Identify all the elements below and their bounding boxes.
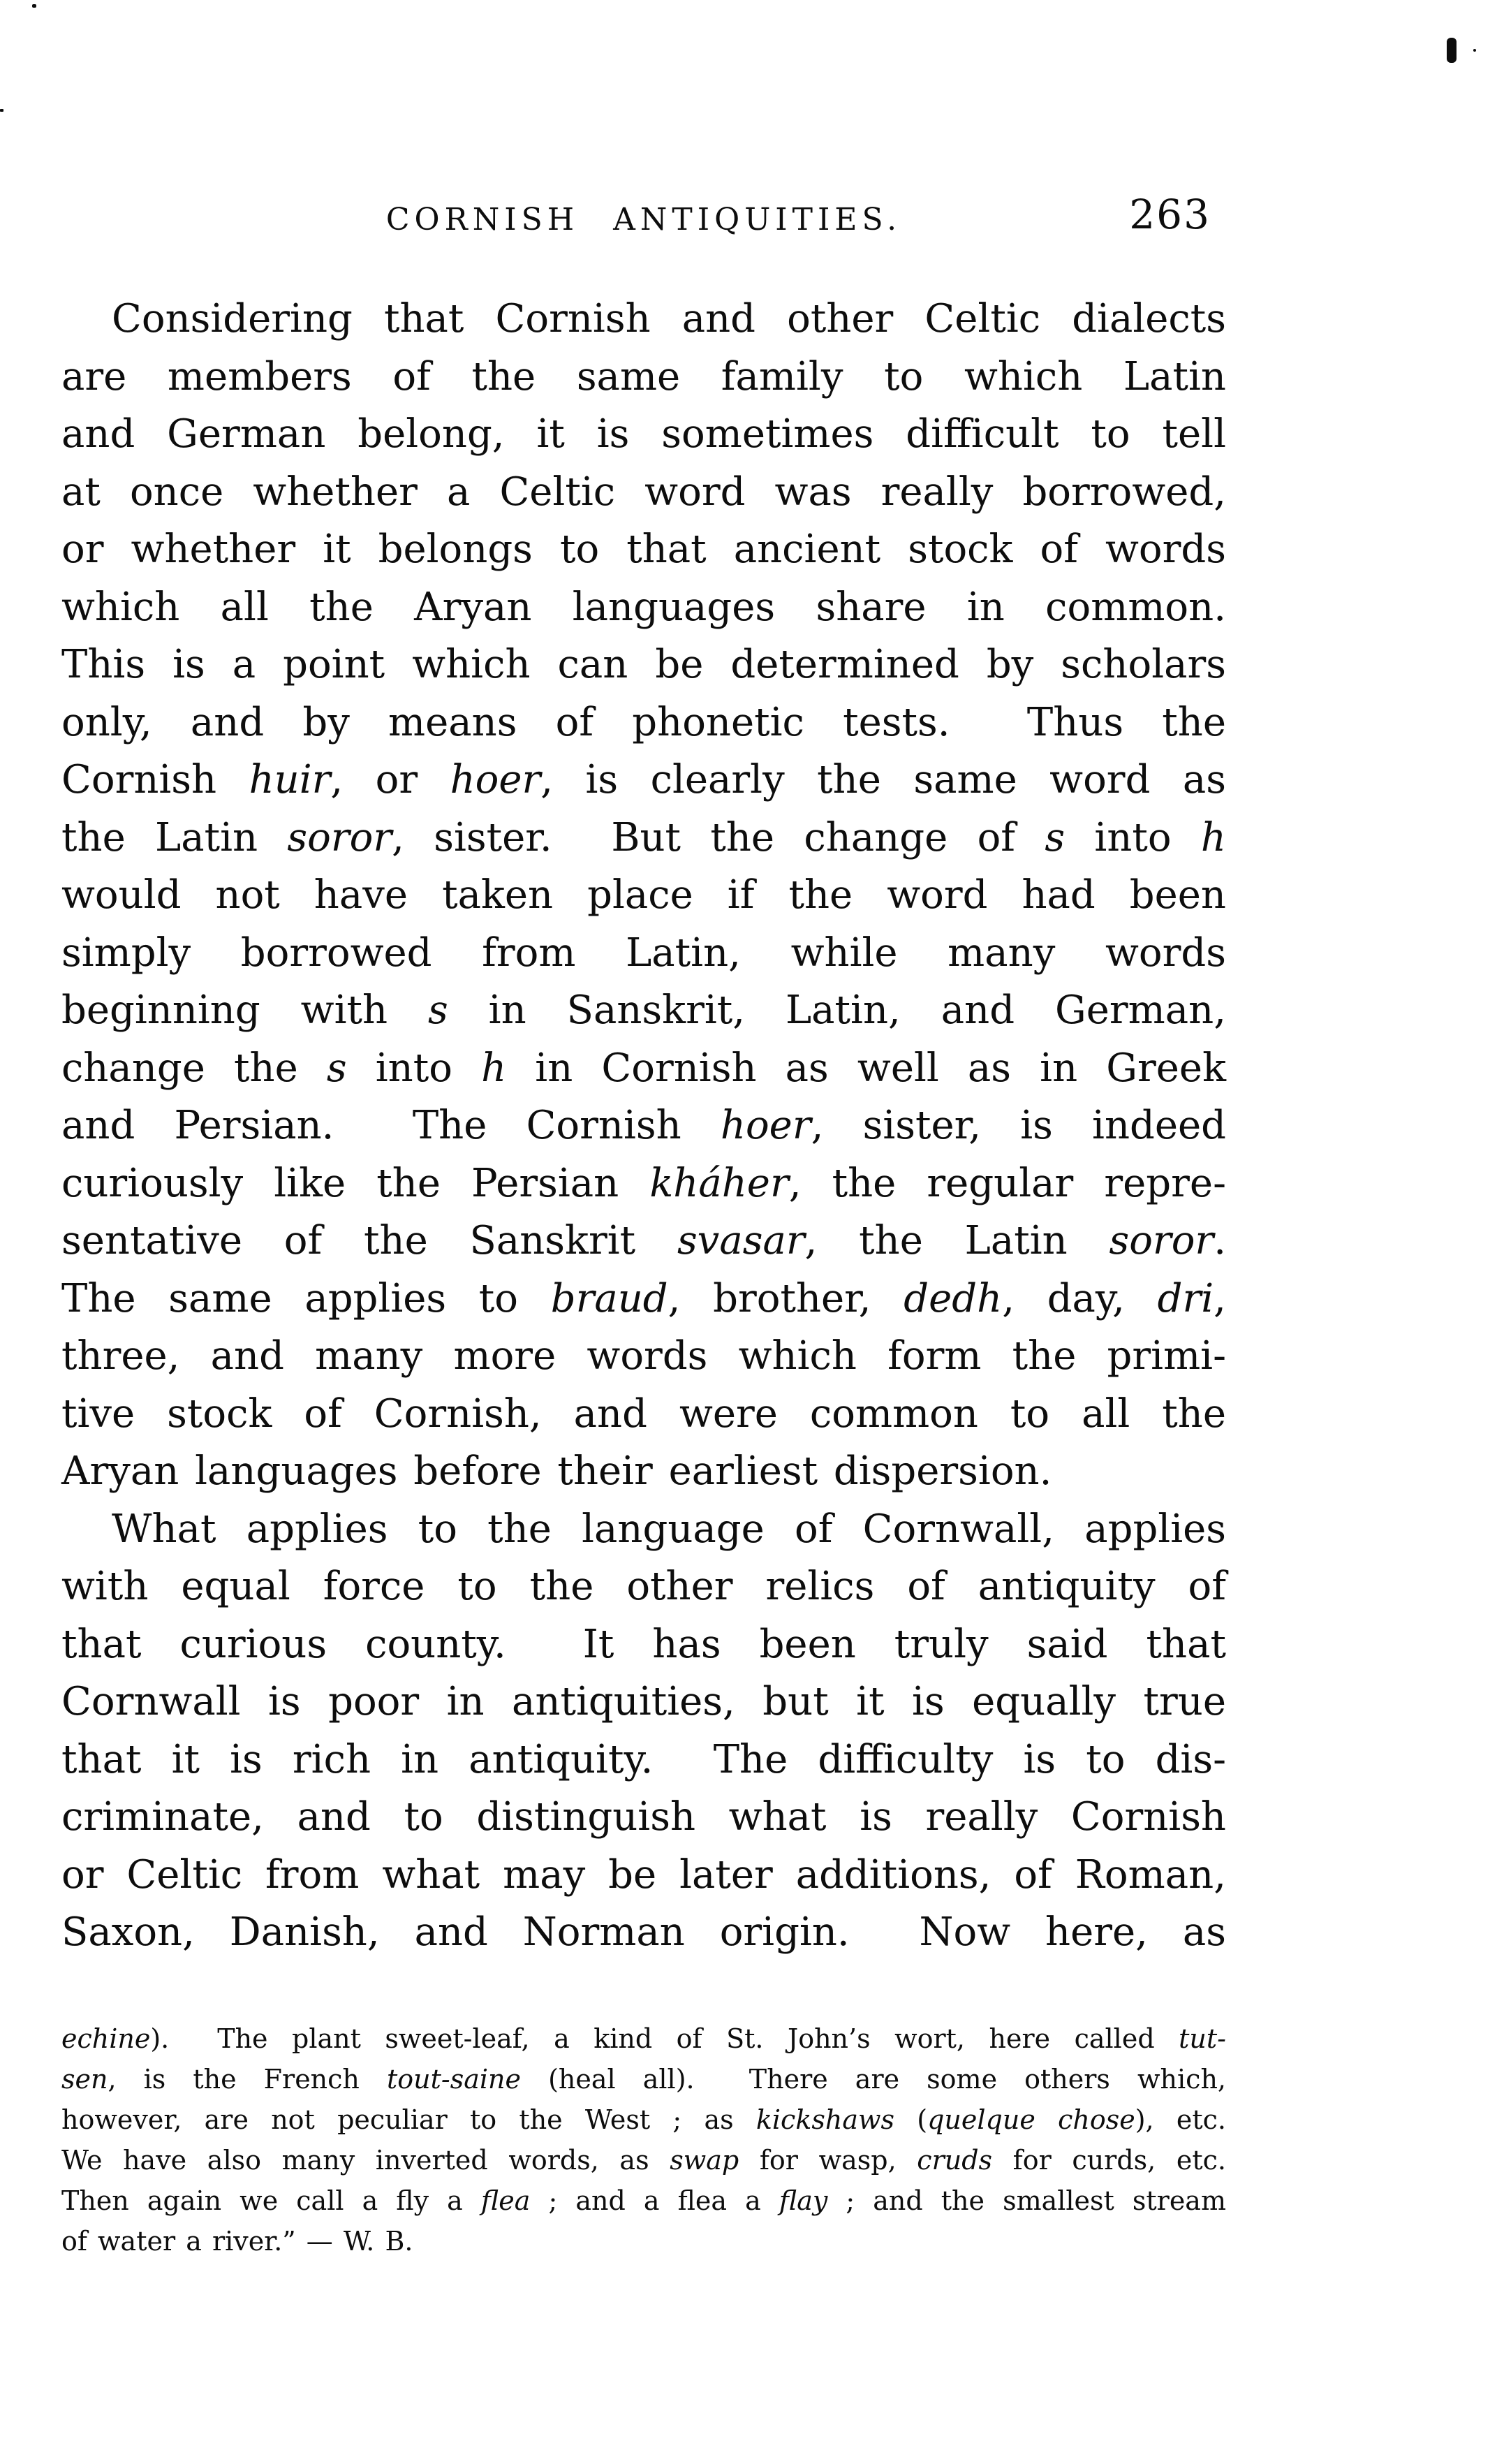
text-line: Cornwall is poor in antiquities, but it is equally true	[61, 1679, 1226, 1724]
ink-speck	[32, 4, 36, 8]
text-line: simply borrowed from Latin, while many words	[61, 930, 1226, 976]
page-number: 263	[1129, 191, 1211, 238]
text-line: only, and by means of phonetic tests. Thus the	[61, 699, 1226, 745]
text-line: which all the Aryan languages share in common.	[61, 584, 1226, 630]
paragraph	[61, 291, 1226, 1501]
running-header	[61, 191, 1226, 243]
text-line: Aryan languages before their earliest dispersion.	[61, 1449, 1052, 1494]
ink-speck	[0, 109, 3, 112]
text-line: echine). The plant sweet-leaf, a kind of St. John’s wort, here called tut-	[61, 2023, 1226, 2054]
text-line: and Persian. The Cornish hoer, sister, is indeed	[61, 1103, 1227, 1148]
text-line: curiously like the Persian kháher, the regular repre-	[61, 1160, 1226, 1206]
text-line: change the s into h in Cornish as well as in Greek	[61, 1045, 1227, 1091]
text-line: however, are not peculiar to the West ; as kickshaws (quelque chose), etc.	[61, 2104, 1226, 2135]
footnote	[61, 2018, 1226, 2261]
text-line: that curious county. It has been truly said that	[61, 1621, 1226, 1667]
paragraph	[61, 1501, 1226, 1962]
text-line: What applies to the language of Cornwall, applies	[112, 1506, 1226, 1552]
text-line: of water a river.” — W. B.	[61, 2226, 413, 2257]
text-line: and German belong, it is sometimes difficult to tell	[61, 411, 1226, 457]
text-line: This is a point which can be determined by scholars	[61, 642, 1226, 687]
ink-speck	[1473, 49, 1476, 52]
text-line: sen, is the French tout-saine (heal all). There are some others which,	[61, 2064, 1226, 2095]
text-line: Considering that Cornish and other Celtic dialects	[112, 296, 1226, 342]
text-line: Saxon, Danish, and Norman origin. Now here, as	[61, 1909, 1226, 1955]
text-line: are members of the same family to which Latin	[61, 353, 1226, 399]
text-line: or whether it belongs to that ancient stock of words	[61, 527, 1226, 572]
text-line: the Latin soror, sister. But the change of s into h	[61, 814, 1226, 860]
text-line: with equal force to the other relics of antiquity of	[61, 1564, 1226, 1609]
text-line: would not have taken place if the word had been	[61, 872, 1226, 918]
text-line: The same applies to braud, brother, dedh, day, dri,	[61, 1275, 1226, 1321]
text-line: tive stock of Cornish, and were common to all the	[61, 1391, 1226, 1437]
text-line: that it is rich in antiquity. The difficulty is to dis-	[61, 1736, 1226, 1782]
body-text	[61, 291, 1226, 1962]
text-line: We have also many inverted words, as swap for wasp, cruds for curds, etc.	[61, 2145, 1226, 2176]
text-line: at once whether a Celtic word was really borrowed,	[61, 469, 1226, 515]
text-line: or Celtic from what may be later additions, of Roman,	[61, 1851, 1226, 1898]
text-line: three, and many more words which form the primi-	[61, 1333, 1226, 1379]
text-line: criminate, and to distinguish what is really Cornish	[61, 1794, 1226, 1840]
text-line: Cornish huir, or hoer, is clearly the same word as	[61, 757, 1226, 802]
text-line: beginning with s in Sanskrit, Latin, and German,	[61, 988, 1227, 1033]
page-title: CORNISH ANTIQUITIES.	[385, 202, 902, 237]
ink-blot	[1447, 38, 1457, 63]
text-line: Then again we call a fly a flea ; and a flea a flay ; and the smallest stream	[61, 2185, 1226, 2216]
text-line: sentative of the Sanskrit svasar, the Latin soror.	[61, 1218, 1226, 1263]
